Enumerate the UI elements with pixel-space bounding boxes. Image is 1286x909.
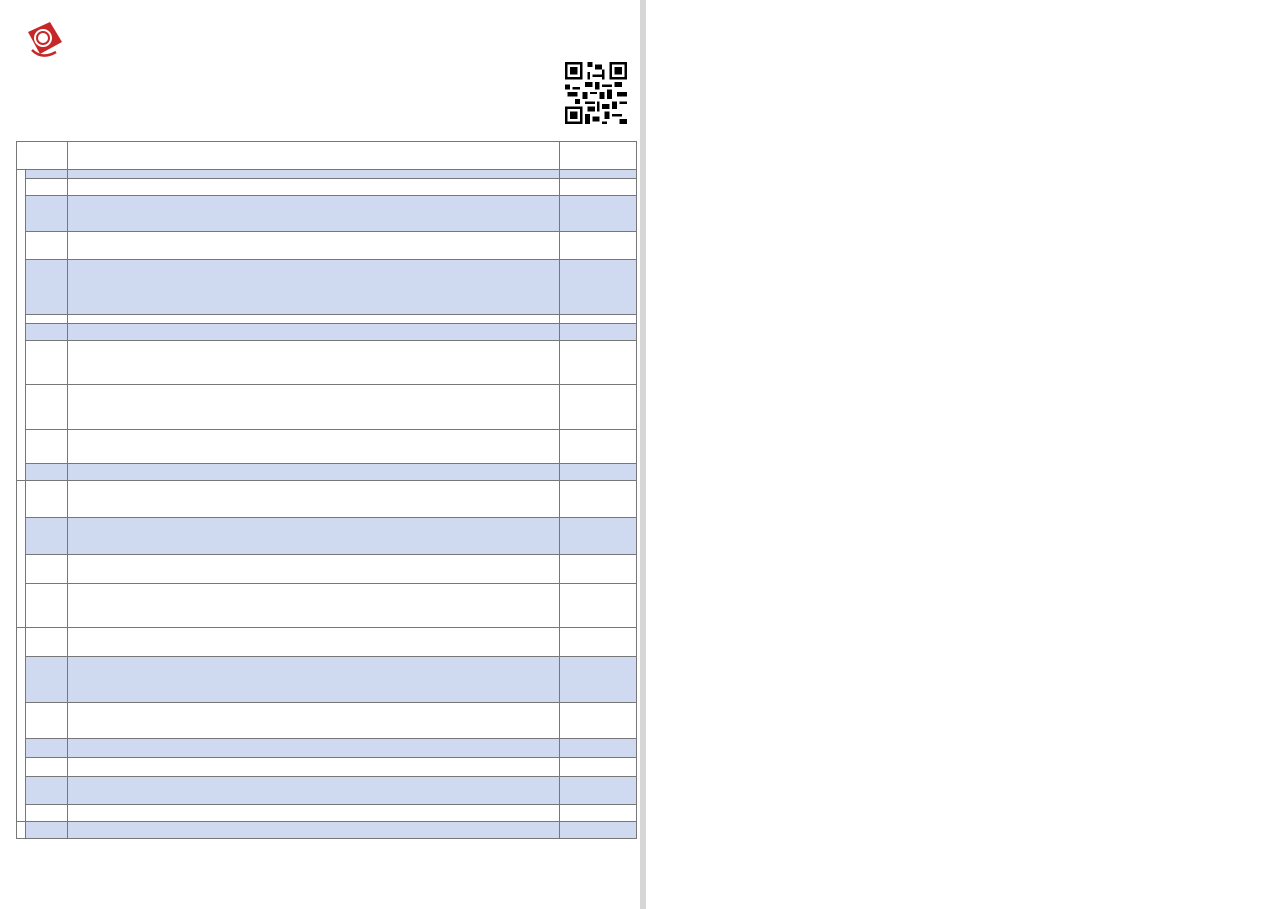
- article-cell: [26, 385, 68, 430]
- article-cell: [26, 777, 68, 805]
- violation-cell: [68, 518, 560, 555]
- table-row: [17, 179, 637, 196]
- penalty-cell: [560, 179, 637, 196]
- article-cell: [26, 739, 68, 758]
- right-page: [646, 0, 1286, 909]
- violation-cell: [68, 260, 560, 315]
- group-label-cell: [17, 628, 26, 822]
- table-row: [17, 703, 637, 739]
- violation-cell: [68, 196, 560, 232]
- table-row: [17, 758, 637, 777]
- table-row: [17, 518, 637, 555]
- violation-cell: [68, 232, 560, 260]
- table-row: [17, 481, 637, 518]
- violation-cell: [68, 341, 560, 385]
- table-row: [17, 777, 637, 805]
- table-row: [17, 805, 637, 822]
- penalty-cell: [560, 628, 637, 657]
- header-article: [17, 142, 68, 170]
- article-cell: [26, 703, 68, 739]
- table-row: [17, 430, 637, 464]
- penalty-cell: [560, 777, 637, 805]
- violation-cell: [68, 739, 560, 758]
- violation-cell: [68, 179, 560, 196]
- article-cell: [26, 179, 68, 196]
- table-row: [17, 324, 637, 341]
- table-row: [17, 170, 637, 179]
- article-cell: [26, 584, 68, 628]
- table-row: [17, 196, 637, 232]
- violation-cell: [68, 777, 560, 805]
- table-row: [17, 739, 637, 758]
- header-violation: [68, 142, 560, 170]
- penalty-cell: [560, 464, 637, 481]
- penalty-cell: [560, 584, 637, 628]
- violation-cell: [68, 315, 560, 324]
- table-row: [17, 555, 637, 584]
- article-cell: [26, 481, 68, 518]
- table-row: [17, 464, 637, 481]
- article-cell: [26, 464, 68, 481]
- penalty-cell: [560, 555, 637, 584]
- penalty-cell: [560, 703, 637, 739]
- penalty-cell: [560, 758, 637, 777]
- article-cell: [26, 758, 68, 777]
- group-label-cell: [17, 822, 26, 839]
- penalty-cell: [560, 324, 637, 341]
- header-penalty: [560, 142, 637, 170]
- logo-emblem-icon: [22, 18, 66, 62]
- penalty-cell: [560, 196, 637, 232]
- penalty-cell: [560, 385, 637, 430]
- penalty-cell: [560, 430, 637, 464]
- penalty-cell: [560, 657, 637, 703]
- penalty-cell: [560, 260, 637, 315]
- article-cell: [26, 430, 68, 464]
- violation-cell: [68, 430, 560, 464]
- table-row: [17, 628, 637, 657]
- table-row: [17, 385, 637, 430]
- violation-cell: [68, 657, 560, 703]
- article-cell: [26, 805, 68, 822]
- table-row: [17, 584, 637, 628]
- violation-cell: [68, 628, 560, 657]
- penalty-cell: [560, 315, 637, 324]
- article-cell: [26, 170, 68, 179]
- article-cell: [26, 260, 68, 315]
- table-row: [17, 315, 637, 324]
- group-label-cell: [17, 481, 26, 628]
- penalty-cell: [560, 805, 637, 822]
- article-cell: [26, 232, 68, 260]
- article-cell: [26, 628, 68, 657]
- qr-code-icon[interactable]: [565, 62, 627, 124]
- article-cell: [26, 822, 68, 839]
- article-cell: [26, 315, 68, 324]
- penalty-cell: [560, 341, 637, 385]
- violation-cell: [68, 385, 560, 430]
- violation-cell: [68, 805, 560, 822]
- penalty-cell: [560, 822, 637, 839]
- article-cell: [26, 324, 68, 341]
- violation-cell: [68, 584, 560, 628]
- table-row: [17, 232, 637, 260]
- article-cell: [26, 196, 68, 232]
- violation-cell: [68, 464, 560, 481]
- penalty-cell: [560, 170, 637, 179]
- article-cell: [26, 518, 68, 555]
- table-row: [17, 341, 637, 385]
- violation-cell: [68, 822, 560, 839]
- penalty-cell: [560, 739, 637, 758]
- left-page: [0, 0, 640, 909]
- table-row: [17, 822, 637, 839]
- violation-cell: [68, 703, 560, 739]
- fines-table-left: [16, 141, 637, 839]
- table-row: [17, 260, 637, 315]
- logo: [22, 18, 166, 62]
- article-cell: [26, 341, 68, 385]
- violation-cell: [68, 324, 560, 341]
- group-label-cell: [17, 170, 26, 481]
- penalty-cell: [560, 518, 637, 555]
- penalty-cell: [560, 232, 637, 260]
- violation-cell: [68, 170, 560, 179]
- violation-cell: [68, 555, 560, 584]
- table-row: [17, 657, 637, 703]
- violation-cell: [68, 758, 560, 777]
- violation-cell: [68, 481, 560, 518]
- article-cell: [26, 555, 68, 584]
- article-cell: [26, 657, 68, 703]
- penalty-cell: [560, 481, 637, 518]
